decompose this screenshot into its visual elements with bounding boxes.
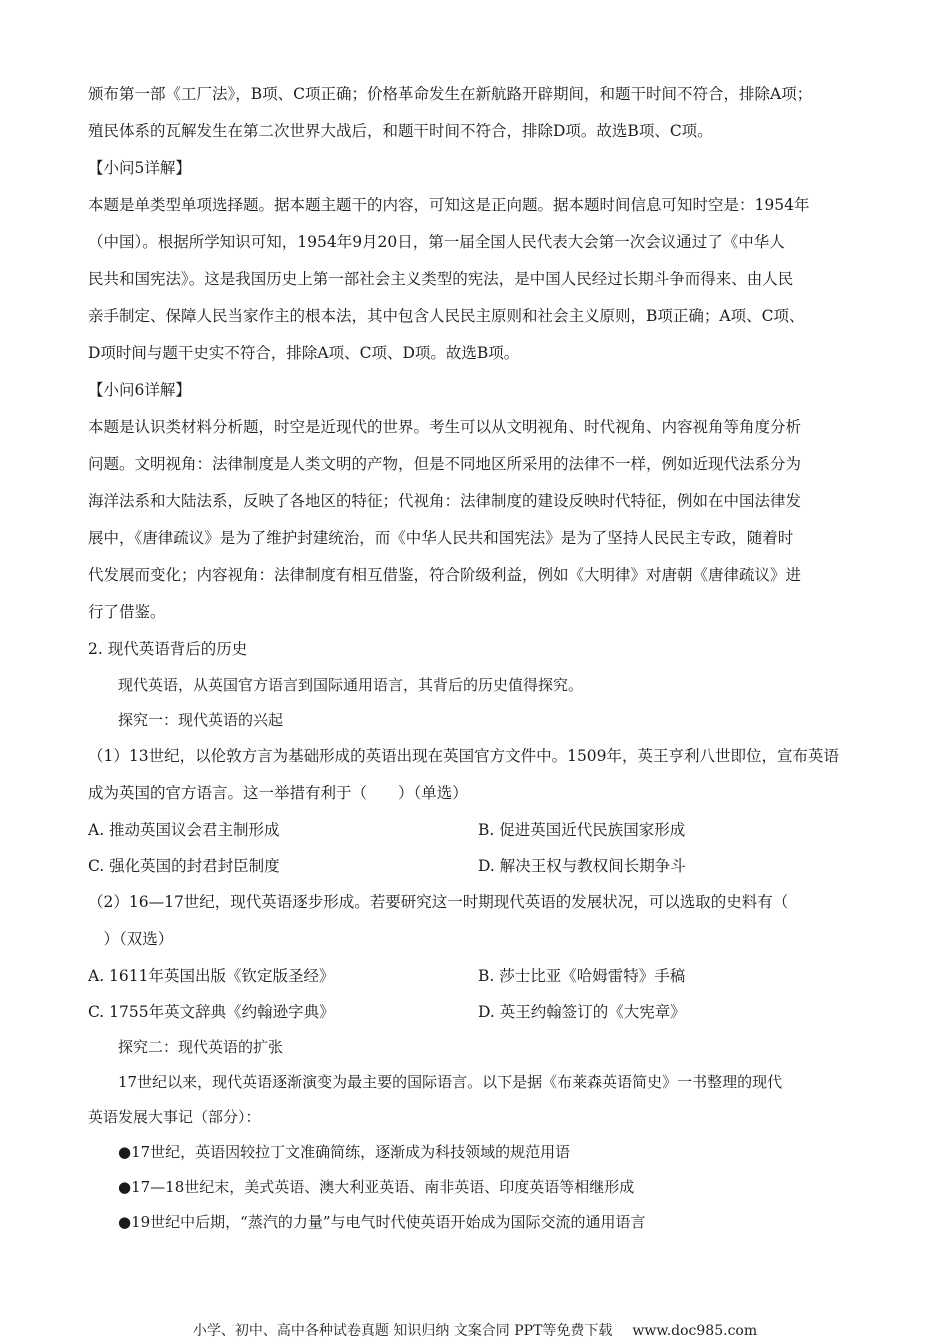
event-item: ●17—18世纪末，美式英语、澳大利亚英语、南非英语、印度英语等相继形成: [118, 1178, 635, 1196]
option-c: C. 1755年英文辞典《约翰逊字典》: [88, 1003, 335, 1021]
sub-question-1-line: （1）13世纪，以伦敦方言为基础形成的英语出现在英国官方文件中。1509年，英王亨利八世即位，宣布英语: [88, 747, 840, 765]
document-page: [88, 76, 868, 1240]
option-c: C. 强化英国的封君封臣制度: [88, 857, 280, 875]
explore-1-title: 探究一：现代英语的兴起: [118, 711, 284, 729]
event-item: ●19世纪中后期，“蒸汽的力量”与电气时代使英语开始成为国际交流的通用语言: [118, 1213, 646, 1231]
page-footer: [0, 1320, 950, 1340]
option-b: B. 莎士比亚《哈姆雷特》手稿: [478, 967, 686, 985]
sub-question-1-line: 成为英国的官方语言。这一举措有利于（ ）（单选）: [88, 784, 468, 802]
footer-text: 小学、初中、高中各种试卷真题 知识归纳 文案合同 PPT等免费下载: [192, 1323, 613, 1339]
paragraph-line: D项时间与题干史实不符合，排除A项、C项、D项。故选B项。: [88, 344, 520, 362]
paragraph-line: 民共和国宪法》。这是我国历史上第一部社会主义类型的宪法，是中国人民经过长期斗争而得来、由人民: [88, 270, 794, 288]
sub-question-2-line: （2）16—17世纪，现代英语逐步形成。若要研究这一时期现代英语的发展状况，可以选取的史料有（: [88, 893, 789, 911]
event-item: ●17世纪，英语因较拉丁文准确简练，逐渐成为科技领域的规范用语: [118, 1143, 571, 1161]
paragraph-line: 本题是单类型单项选择题。据本题主题干的内容，可知这是正向题。据本题时间信息可知时空是：1954年: [88, 196, 810, 214]
question-title: 2. 现代英语背后的历史: [88, 640, 248, 658]
section-heading-q6: 【小问6详解】: [88, 381, 191, 399]
explore-2-title: 探究二：现代英语的扩张: [118, 1038, 284, 1056]
options-row: [88, 994, 868, 1030]
paragraph-line: 亲手制定、保障人民当家作主的根本法，其中包含人民民主原则和社会主义原则，B项正确；A项、C项、: [88, 307, 805, 325]
paragraph-line: 海洋法系和大陆法系，反映了各地区的特征；代视角：法律制度的建设反映时代特征，例如在中国法律发: [88, 492, 802, 510]
paragraph-line: 颁布第一部《工厂法》，B项、C项正确；价格革命发生在新航路开辟期间，和题干时间不符合，排除A项；: [88, 85, 813, 103]
sub-question-2-line: ）（双选）: [88, 930, 174, 948]
paragraph-line: 问题。文明视角：法律制度是人类文明的产物，但是不同地区所采用的法律不一样，例如近现代法系分为: [88, 455, 802, 473]
question-intro: 现代英语，从英国官方语言到国际通用语言，其背后的历史值得探究。: [118, 676, 584, 694]
option-d: D. 解决王权与教权间长期争斗: [478, 857, 686, 875]
options-row: [88, 848, 868, 884]
paragraph-line: 展中，《唐律疏议》是为了维护封建统治，而《中华人民共和国宪法》是为了坚持人民民主专政，随着时: [88, 529, 794, 547]
paragraph-line: 本题是认识类材料分析题，时空是近现代的世界。考生可以从文明视角、时代视角、内容视角等角度分析: [88, 418, 802, 436]
options-row: [88, 812, 868, 848]
section-heading-q5: 【小问5详解】: [88, 159, 191, 177]
option-b: B. 促进英国近代民族国家形成: [478, 821, 686, 839]
option-a: A. 推动英国议会君主制形成: [88, 821, 280, 839]
option-a: A. 1611年英国出版《钦定版圣经》: [88, 967, 335, 985]
paragraph-line: 殖民体系的瓦解发生在第二次世界大战后，和题干时间不符合，排除D项。故选B项、C项。: [88, 122, 713, 140]
options-row: [88, 958, 868, 994]
explore-2-line: 17世纪以来，现代英语逐渐演变为最主要的国际语言。以下是据《布莱森英语简史》一书整理的现代: [118, 1073, 783, 1091]
explore-2-line: 英语发展大事记（部分）：: [88, 1108, 261, 1126]
paragraph-line: （中国）。根据所学知识可知，1954年9月20日，第一届全国人民代表大会第一次会议通过了《中华人: [88, 233, 785, 251]
footer-url[interactable]: www.doc985.com: [632, 1323, 758, 1339]
paragraph-line: 代发展而变化；内容视角：法律制度有相互借鉴，符合阶级利益，例如《大明律》对唐朝《唐律疏议》进: [88, 566, 802, 584]
paragraph-line: 行了借鉴。: [88, 603, 166, 621]
option-d: D. 英王约翰签订的《大宪章》: [478, 1003, 686, 1021]
